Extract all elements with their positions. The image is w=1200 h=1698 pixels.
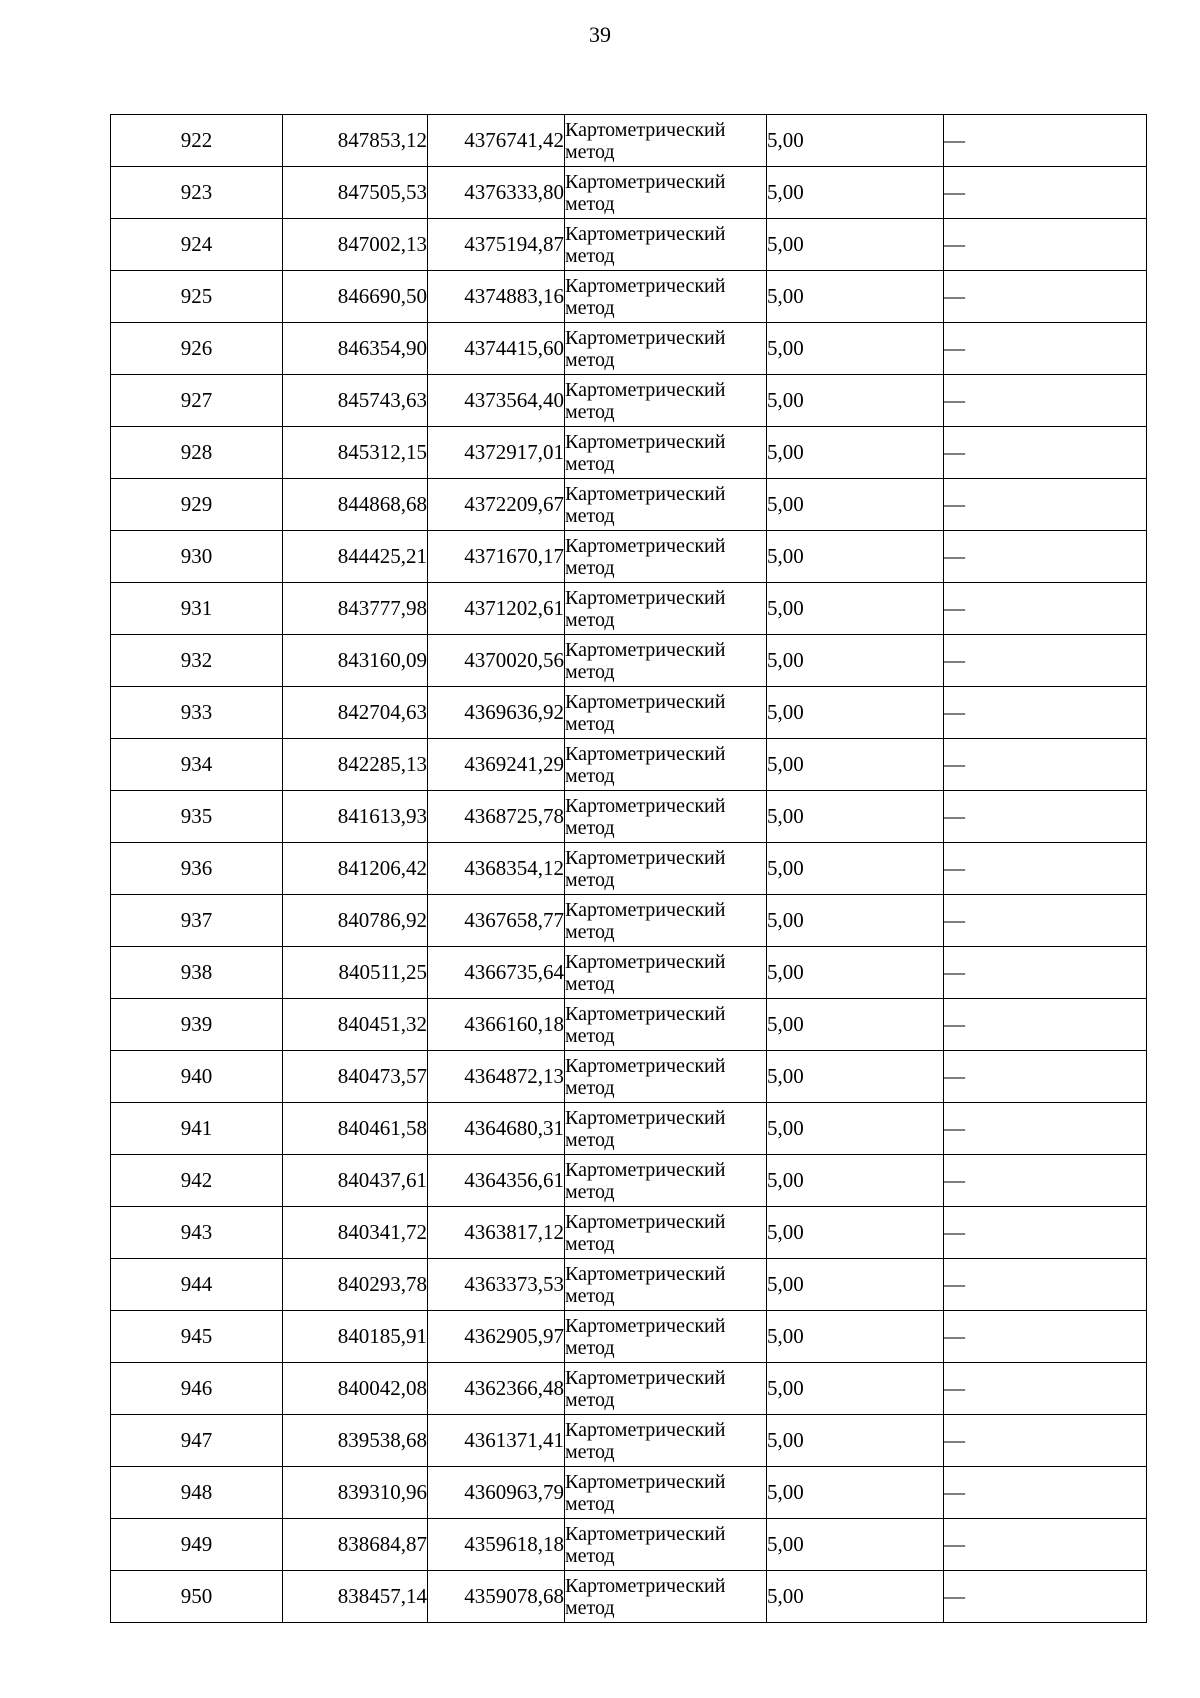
table-row [111, 1415, 1147, 1467]
accuracy-cell: 5,00 [767, 115, 944, 167]
y-coordinate-cell: 4361371,41 [428, 1415, 565, 1467]
y-coordinate-cell: 4363817,12 [428, 1207, 565, 1259]
x-coordinate-cell: 847002,13 [283, 219, 428, 271]
x-coordinate-cell: 840461,58 [283, 1103, 428, 1155]
accuracy-cell: 5,00 [767, 271, 944, 323]
x-coordinate-cell: 840473,57 [283, 1051, 428, 1103]
method-line-2: метод [565, 1180, 615, 1203]
x-coordinate-cell: 841613,93 [283, 791, 428, 843]
table-row [111, 739, 1147, 791]
table-row [111, 323, 1147, 375]
x-coordinate-cell: 838457,14 [283, 1571, 428, 1623]
x-coordinate-cell: 847505,53 [283, 167, 428, 219]
table-row [111, 895, 1147, 947]
method-cell [565, 583, 767, 635]
method-line-1: Картометрический [565, 326, 726, 349]
table-row [111, 167, 1147, 219]
description-cell: — [944, 1363, 1147, 1415]
method-line-1: Картометрический [565, 170, 726, 193]
method-line-1: Картометрический [565, 1262, 726, 1285]
method-line-1: Картометрический [565, 690, 726, 713]
method-line-1: Картометрический [565, 482, 726, 505]
accuracy-cell: 5,00 [767, 583, 944, 635]
description-cell: — [944, 739, 1147, 791]
point-number-cell: 950 [111, 1571, 283, 1623]
y-coordinate-cell: 4359618,18 [428, 1519, 565, 1571]
x-coordinate-cell: 842285,13 [283, 739, 428, 791]
method-cell [565, 271, 767, 323]
method-cell [565, 1415, 767, 1467]
method-line-1: Картометрический [565, 950, 726, 973]
y-coordinate-cell: 4375194,87 [428, 219, 565, 271]
point-number-cell: 931 [111, 583, 283, 635]
point-number-cell: 943 [111, 1207, 283, 1259]
table-row [111, 271, 1147, 323]
method-line-2: метод [565, 712, 615, 735]
point-number-cell: 944 [111, 1259, 283, 1311]
method-line-2: метод [565, 452, 615, 475]
table-row [111, 1103, 1147, 1155]
point-number-cell: 929 [111, 479, 283, 531]
y-coordinate-cell: 4363373,53 [428, 1259, 565, 1311]
method-cell [565, 1311, 767, 1363]
accuracy-cell: 5,00 [767, 1311, 944, 1363]
method-cell [565, 1519, 767, 1571]
method-line-2: метод [565, 920, 615, 943]
table-row [111, 479, 1147, 531]
y-coordinate-cell: 4370020,56 [428, 635, 565, 687]
description-cell: — [944, 1259, 1147, 1311]
point-number-cell: 928 [111, 427, 283, 479]
table-row [111, 843, 1147, 895]
method-cell [565, 1155, 767, 1207]
method-line-2: метод [565, 660, 615, 683]
method-cell [565, 1467, 767, 1519]
y-coordinate-cell: 4366735,64 [428, 947, 565, 999]
method-line-2: метод [565, 244, 615, 267]
method-line-1: Картометрический [565, 430, 726, 453]
method-cell [565, 947, 767, 999]
point-number-cell: 927 [111, 375, 283, 427]
y-coordinate-cell: 4373564,40 [428, 375, 565, 427]
description-cell: — [944, 583, 1147, 635]
y-coordinate-cell: 4371670,17 [428, 531, 565, 583]
point-number-cell: 940 [111, 1051, 283, 1103]
accuracy-cell: 5,00 [767, 167, 944, 219]
method-cell [565, 791, 767, 843]
accuracy-cell: 5,00 [767, 999, 944, 1051]
accuracy-cell: 5,00 [767, 635, 944, 687]
method-line-1: Картометрический [565, 898, 726, 921]
table-row [111, 791, 1147, 843]
y-coordinate-cell: 4368725,78 [428, 791, 565, 843]
x-coordinate-cell: 843777,98 [283, 583, 428, 635]
accuracy-cell: 5,00 [767, 1571, 944, 1623]
y-coordinate-cell: 4369241,29 [428, 739, 565, 791]
description-cell: — [944, 375, 1147, 427]
table-row [111, 1467, 1147, 1519]
description-cell: — [944, 427, 1147, 479]
point-number-cell: 946 [111, 1363, 283, 1415]
method-cell [565, 1051, 767, 1103]
x-coordinate-cell: 844868,68 [283, 479, 428, 531]
point-number-cell: 930 [111, 531, 283, 583]
method-cell [565, 1259, 767, 1311]
y-coordinate-cell: 4372209,67 [428, 479, 565, 531]
description-cell: — [944, 635, 1147, 687]
x-coordinate-cell: 840786,92 [283, 895, 428, 947]
description-cell: — [944, 219, 1147, 271]
method-line-1: Картометрический [565, 222, 726, 245]
description-cell: — [944, 1519, 1147, 1571]
point-number-cell: 922 [111, 115, 283, 167]
x-coordinate-cell: 840293,78 [283, 1259, 428, 1311]
y-coordinate-cell: 4360963,79 [428, 1467, 565, 1519]
table-row [111, 1571, 1147, 1623]
description-cell: — [944, 1467, 1147, 1519]
x-coordinate-cell: 843160,09 [283, 635, 428, 687]
point-number-cell: 933 [111, 687, 283, 739]
accuracy-cell: 5,00 [767, 427, 944, 479]
point-number-cell: 924 [111, 219, 283, 271]
point-number-cell: 945 [111, 1311, 283, 1363]
accuracy-cell: 5,00 [767, 479, 944, 531]
method-line-1: Картометрический [565, 1574, 726, 1597]
accuracy-cell: 5,00 [767, 1051, 944, 1103]
point-number-cell: 923 [111, 167, 283, 219]
table-row [111, 219, 1147, 271]
table-row [111, 1363, 1147, 1415]
method-cell [565, 479, 767, 531]
method-line-2: метод [565, 1232, 615, 1255]
method-line-2: метод [565, 296, 615, 319]
table-row [111, 115, 1147, 167]
y-coordinate-cell: 4376333,80 [428, 167, 565, 219]
description-cell: — [944, 843, 1147, 895]
method-line-1: Картометрический [565, 638, 726, 661]
method-line-2: метод [565, 608, 615, 631]
x-coordinate-cell: 839310,96 [283, 1467, 428, 1519]
table-row [111, 1259, 1147, 1311]
y-coordinate-cell: 4366160,18 [428, 999, 565, 1051]
method-cell [565, 895, 767, 947]
method-line-1: Картометрический [565, 1418, 726, 1441]
method-line-1: Картометрический [565, 794, 726, 817]
method-cell [565, 531, 767, 583]
method-cell [565, 999, 767, 1051]
method-line-2: метод [565, 504, 615, 527]
point-number-cell: 941 [111, 1103, 283, 1155]
x-coordinate-cell: 844425,21 [283, 531, 428, 583]
method-line-2: метод [565, 972, 615, 995]
method-line-2: метод [565, 816, 615, 839]
point-number-cell: 934 [111, 739, 283, 791]
point-number-cell: 932 [111, 635, 283, 687]
x-coordinate-cell: 840341,72 [283, 1207, 428, 1259]
description-cell: — [944, 1415, 1147, 1467]
x-coordinate-cell: 846690,50 [283, 271, 428, 323]
x-coordinate-cell: 845743,63 [283, 375, 428, 427]
method-cell [565, 115, 767, 167]
y-coordinate-cell: 4362905,97 [428, 1311, 565, 1363]
y-coordinate-cell: 4371202,61 [428, 583, 565, 635]
method-line-1: Картометрический [565, 1522, 726, 1545]
method-line-1: Картометрический [565, 1158, 726, 1181]
table-row [111, 1207, 1147, 1259]
y-coordinate-cell: 4364872,13 [428, 1051, 565, 1103]
description-cell: — [944, 1051, 1147, 1103]
accuracy-cell: 5,00 [767, 375, 944, 427]
accuracy-cell: 5,00 [767, 791, 944, 843]
x-coordinate-cell: 840511,25 [283, 947, 428, 999]
accuracy-cell: 5,00 [767, 843, 944, 895]
method-line-1: Картометрический [565, 378, 726, 401]
x-coordinate-cell: 838684,87 [283, 1519, 428, 1571]
x-coordinate-cell: 847853,12 [283, 115, 428, 167]
point-number-cell: 949 [111, 1519, 283, 1571]
method-line-2: метод [565, 1440, 615, 1463]
x-coordinate-cell: 842704,63 [283, 687, 428, 739]
x-coordinate-cell: 845312,15 [283, 427, 428, 479]
method-line-1: Картометрический [565, 1210, 726, 1233]
method-line-2: метод [565, 764, 615, 787]
method-line-2: метод [565, 1544, 615, 1567]
method-cell [565, 1103, 767, 1155]
accuracy-cell: 5,00 [767, 947, 944, 999]
table-row [111, 687, 1147, 739]
method-line-1: Картометрический [565, 586, 726, 609]
point-number-cell: 947 [111, 1415, 283, 1467]
y-coordinate-cell: 4376741,42 [428, 115, 565, 167]
method-cell [565, 1571, 767, 1623]
method-line-1: Картометрический [565, 1002, 726, 1025]
description-cell: — [944, 947, 1147, 999]
description-cell: — [944, 323, 1147, 375]
description-cell: — [944, 999, 1147, 1051]
method-line-2: метод [565, 400, 615, 423]
table-row [111, 1051, 1147, 1103]
point-number-cell: 948 [111, 1467, 283, 1519]
table-row [111, 531, 1147, 583]
accuracy-cell: 5,00 [767, 219, 944, 271]
method-line-2: метод [565, 1596, 615, 1619]
y-coordinate-cell: 4362366,48 [428, 1363, 565, 1415]
method-line-1: Картометрический [565, 534, 726, 557]
description-cell: — [944, 115, 1147, 167]
y-coordinate-cell: 4374415,60 [428, 323, 565, 375]
accuracy-cell: 5,00 [767, 739, 944, 791]
description-cell: — [944, 1155, 1147, 1207]
method-cell [565, 739, 767, 791]
description-cell: — [944, 1571, 1147, 1623]
method-cell [565, 375, 767, 427]
accuracy-cell: 5,00 [767, 1103, 944, 1155]
table-row [111, 1519, 1147, 1571]
method-cell [565, 1207, 767, 1259]
method-line-1: Картометрический [565, 1366, 726, 1389]
method-line-1: Картометрический [565, 846, 726, 869]
method-cell [565, 323, 767, 375]
description-cell: — [944, 479, 1147, 531]
accuracy-cell: 5,00 [767, 1363, 944, 1415]
method-cell [565, 635, 767, 687]
point-number-cell: 936 [111, 843, 283, 895]
table-row [111, 1155, 1147, 1207]
point-number-cell: 942 [111, 1155, 283, 1207]
accuracy-cell: 5,00 [767, 1207, 944, 1259]
y-coordinate-cell: 4359078,68 [428, 1571, 565, 1623]
table-row [111, 947, 1147, 999]
point-number-cell: 937 [111, 895, 283, 947]
table-row [111, 635, 1147, 687]
method-cell [565, 219, 767, 271]
method-line-2: метод [565, 1076, 615, 1099]
accuracy-cell: 5,00 [767, 895, 944, 947]
method-line-1: Картометрический [565, 742, 726, 765]
method-line-2: метод [565, 1128, 615, 1151]
x-coordinate-cell: 840185,91 [283, 1311, 428, 1363]
point-number-cell: 938 [111, 947, 283, 999]
method-line-2: метод [565, 192, 615, 215]
accuracy-cell: 5,00 [767, 1519, 944, 1571]
table-row [111, 1311, 1147, 1363]
description-cell: — [944, 687, 1147, 739]
description-cell: — [944, 271, 1147, 323]
y-coordinate-cell: 4364356,61 [428, 1155, 565, 1207]
table-row [111, 427, 1147, 479]
x-coordinate-cell: 846354,90 [283, 323, 428, 375]
accuracy-cell: 5,00 [767, 531, 944, 583]
table-row [111, 375, 1147, 427]
description-cell: — [944, 791, 1147, 843]
coordinates-table [110, 114, 1147, 1623]
coordinates-table-container [110, 114, 1146, 1623]
method-line-2: метод [565, 1284, 615, 1307]
method-cell [565, 1363, 767, 1415]
table-row [111, 999, 1147, 1051]
method-line-1: Картометрический [565, 274, 726, 297]
y-coordinate-cell: 4372917,01 [428, 427, 565, 479]
method-cell [565, 427, 767, 479]
accuracy-cell: 5,00 [767, 687, 944, 739]
page-number: 39 [589, 22, 611, 47]
method-cell [565, 167, 767, 219]
y-coordinate-cell: 4367658,77 [428, 895, 565, 947]
method-line-1: Картометрический [565, 1314, 726, 1337]
description-cell: — [944, 531, 1147, 583]
y-coordinate-cell: 4364680,31 [428, 1103, 565, 1155]
description-cell: — [944, 167, 1147, 219]
x-coordinate-cell: 840437,61 [283, 1155, 428, 1207]
method-line-2: метод [565, 348, 615, 371]
method-line-2: метод [565, 1388, 615, 1411]
description-cell: — [944, 1311, 1147, 1363]
accuracy-cell: 5,00 [767, 1467, 944, 1519]
x-coordinate-cell: 840042,08 [283, 1363, 428, 1415]
method-line-2: метод [565, 1336, 615, 1359]
method-line-2: метод [565, 1492, 615, 1515]
accuracy-cell: 5,00 [767, 323, 944, 375]
method-cell [565, 687, 767, 739]
point-number-cell: 935 [111, 791, 283, 843]
method-line-1: Картометрический [565, 1106, 726, 1129]
method-line-2: метод [565, 868, 615, 891]
method-line-2: метод [565, 140, 615, 163]
description-cell: — [944, 1103, 1147, 1155]
description-cell: — [944, 895, 1147, 947]
accuracy-cell: 5,00 [767, 1155, 944, 1207]
method-cell [565, 843, 767, 895]
method-line-1: Картометрический [565, 118, 726, 141]
coordinates-table-body [111, 115, 1147, 1623]
x-coordinate-cell: 840451,32 [283, 999, 428, 1051]
y-coordinate-cell: 4374883,16 [428, 271, 565, 323]
point-number-cell: 925 [111, 271, 283, 323]
point-number-cell: 926 [111, 323, 283, 375]
method-line-1: Картометрический [565, 1470, 726, 1493]
accuracy-cell: 5,00 [767, 1259, 944, 1311]
point-number-cell: 939 [111, 999, 283, 1051]
y-coordinate-cell: 4368354,12 [428, 843, 565, 895]
method-line-2: метод [565, 556, 615, 579]
method-line-2: метод [565, 1024, 615, 1047]
y-coordinate-cell: 4369636,92 [428, 687, 565, 739]
method-line-1: Картометрический [565, 1054, 726, 1077]
table-row [111, 583, 1147, 635]
description-cell: — [944, 1207, 1147, 1259]
accuracy-cell: 5,00 [767, 1415, 944, 1467]
x-coordinate-cell: 839538,68 [283, 1415, 428, 1467]
x-coordinate-cell: 841206,42 [283, 843, 428, 895]
